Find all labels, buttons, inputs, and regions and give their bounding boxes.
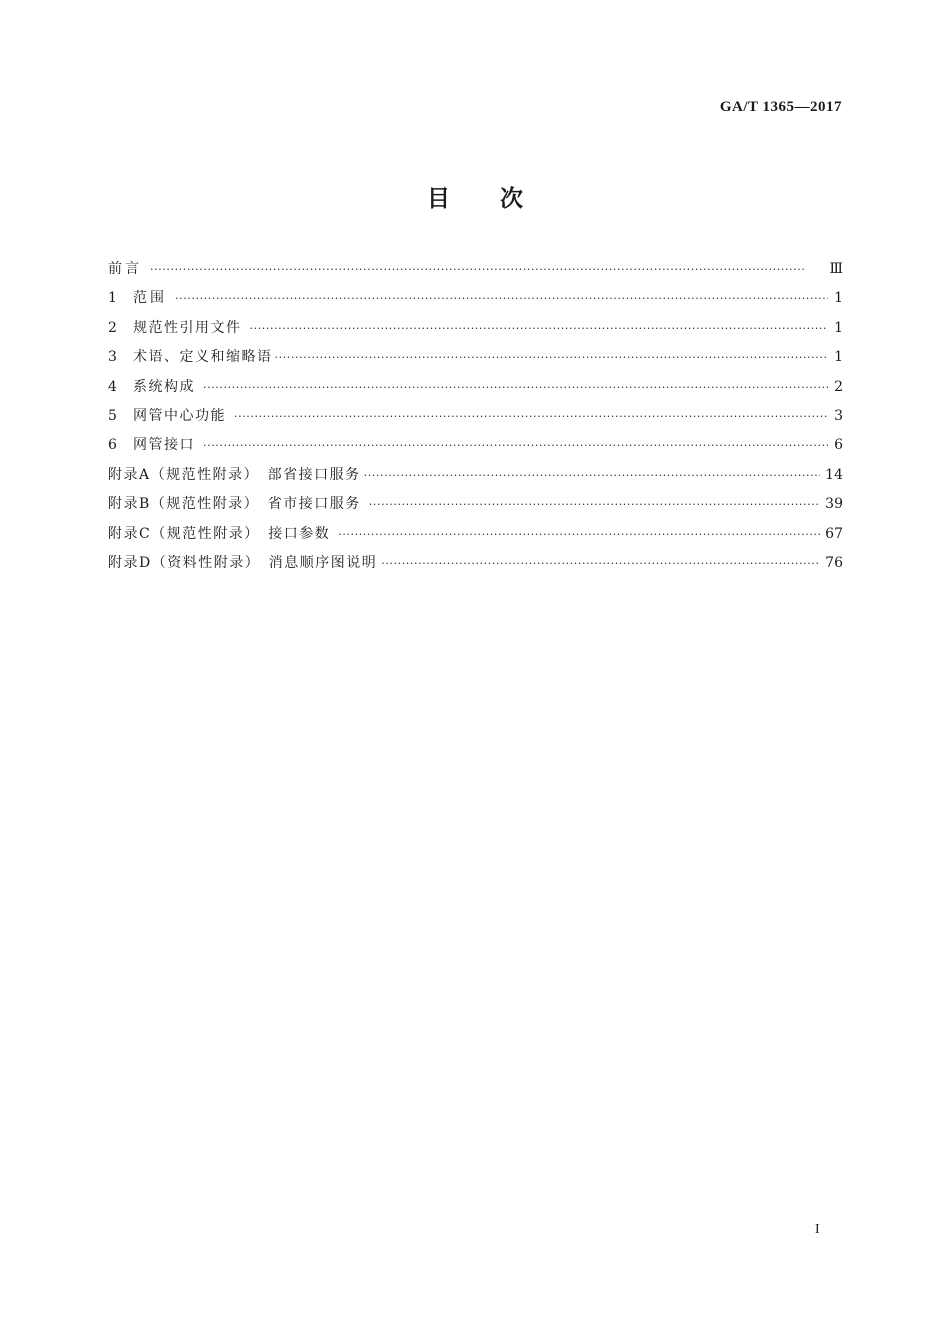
toc-entry-number: 3 <box>108 349 117 366</box>
toc-entry-number: 4 <box>108 378 117 395</box>
toc-entry-system-architecture[interactable] <box>108 376 843 405</box>
toc-entry-label: 网管中心功能 <box>133 407 226 424</box>
toc-leader-dots <box>364 469 821 482</box>
toc-entry-label: 系统构成 <box>133 378 195 395</box>
page-number: I <box>815 1222 820 1237</box>
document-code: GA/T 1365—2017 <box>719 99 842 115</box>
toc-entry-page: 14 <box>825 466 843 483</box>
toc-entry-number: 6 <box>108 437 117 454</box>
toc-entry-nms-center-functions[interactable] <box>108 405 843 434</box>
toc-entry-label: 范围 <box>133 290 167 307</box>
toc-entry-page: 2 <box>834 378 843 395</box>
toc-leader-dots <box>203 381 828 394</box>
toc-entry-annex-a[interactable] <box>108 464 843 493</box>
toc-entry-label: 规范性引用文件 <box>133 319 242 336</box>
toc-entry-page: 6 <box>834 437 843 454</box>
toc-entry-label: 术语、定义和缩略语 <box>133 349 273 366</box>
toc-leader-dots <box>234 410 828 423</box>
toc-entry-page: 1 <box>834 319 843 336</box>
toc-leader-dots <box>369 498 820 511</box>
toc-entry-page: 1 <box>834 290 843 307</box>
toc-entry-label: 附录A（规范性附录） 部省接口服务 <box>108 466 361 483</box>
toc-leader-dots <box>275 351 829 364</box>
table-of-contents <box>108 258 843 581</box>
toc-entry-page: 1 <box>834 349 843 366</box>
toc-leader-dots <box>381 557 820 570</box>
toc-entry-annex-b[interactable] <box>108 493 843 522</box>
toc-entry-number: 2 <box>108 319 117 336</box>
toc-entry-page: 3 <box>834 407 843 424</box>
toc-entry-label: 附录D（资料性附录） 消息顺序图说明 <box>108 554 378 571</box>
toc-entry-label: 前言 <box>108 261 142 277</box>
toc-entry-page: 39 <box>825 496 843 513</box>
toc-entry-page: 76 <box>825 554 843 571</box>
toc-entry-page: 67 <box>825 525 843 542</box>
toc-leader-dots <box>338 528 820 541</box>
toc-title: 目次 <box>427 186 573 212</box>
toc-entry-number: 1 <box>108 290 117 307</box>
toc-leader-dots <box>175 292 828 305</box>
toc-entry-nms-interface[interactable] <box>108 434 843 463</box>
toc-entry-label: 附录C（规范性附录） 接口参数 <box>108 525 331 542</box>
toc-leader-dots <box>203 439 828 452</box>
toc-leader-dots <box>150 263 824 276</box>
toc-entry-label: 附录B（规范性附录） 省市接口服务 <box>108 496 361 513</box>
toc-entry-page: Ⅲ <box>829 261 843 277</box>
toc-entry-label: 网管接口 <box>133 437 195 454</box>
toc-entry-normative-references[interactable] <box>108 317 843 346</box>
toc-leader-dots <box>250 322 829 335</box>
toc-entry-number: 5 <box>108 407 117 424</box>
toc-entry-annex-d[interactable] <box>108 552 843 581</box>
toc-entry-scope[interactable] <box>108 287 843 316</box>
toc-entry-annex-c[interactable] <box>108 523 843 552</box>
toc-entry-foreword[interactable] <box>108 258 843 287</box>
toc-entry-terms[interactable] <box>108 346 843 375</box>
